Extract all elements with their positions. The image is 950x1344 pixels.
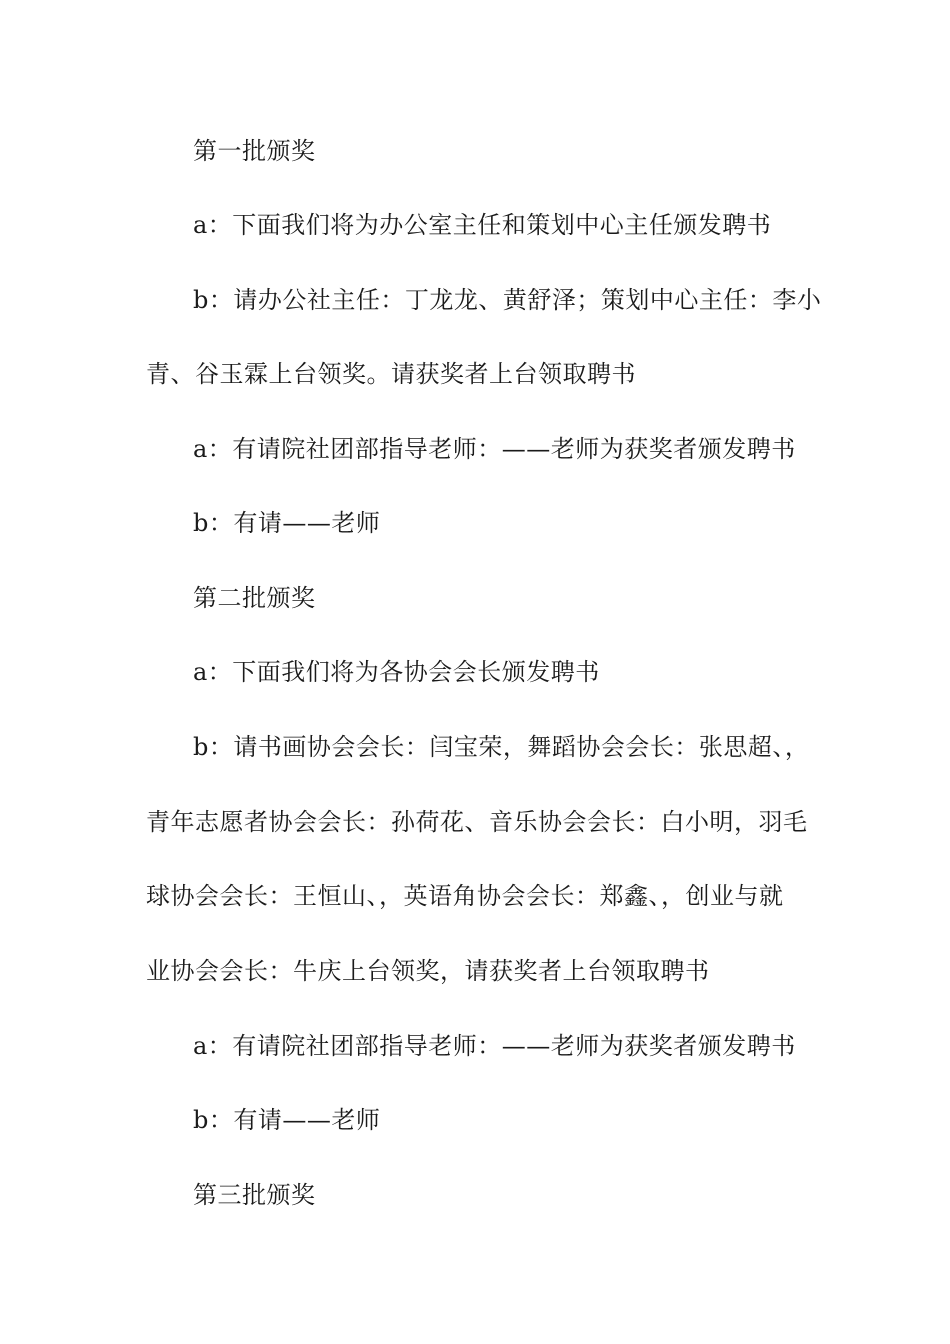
- section-heading-third-batch: 第三批颁奖: [193, 1181, 316, 1209]
- paragraph-line: a：有请院社团部指导老师：——老师为获奖者颁发聘书: [193, 435, 796, 463]
- paragraph-line: b：请办公社主任：丁龙龙、黄舒泽；策划中心主任：李小: [193, 286, 822, 314]
- paragraph-line: 青、谷玉霖上台领奖。请获奖者上台领取聘书: [146, 360, 636, 388]
- section-heading-first-batch: 第一批颁奖: [193, 137, 316, 165]
- paragraph-line: b：有请——老师: [193, 1106, 381, 1134]
- paragraph-line: a：有请院社团部指导老师：——老师为获奖者颁发聘书: [193, 1032, 796, 1060]
- paragraph-line: 业协会会长：牛庆上台领奖，请获奖者上台领取聘书: [146, 957, 710, 985]
- paragraph-line: 青年志愿者协会会长：孙荷花、音乐协会会长：白小明，羽毛: [146, 808, 808, 836]
- paragraph-line: a：下面我们将为各协会会长颁发聘书: [193, 658, 600, 686]
- paragraph-line: b：有请——老师: [193, 509, 381, 537]
- paragraph-line: b：请书画协会会长：闫宝荣，舞蹈协会会长：张思超、，: [193, 733, 810, 761]
- section-heading-second-batch: 第二批颁奖: [193, 584, 316, 612]
- paragraph-line: a：下面我们将为办公室主任和策划中心主任颁发聘书: [193, 211, 772, 239]
- paragraph-line: 球协会会长：王恒山、，英语角协会会长：郑鑫、，创业与就: [146, 882, 784, 910]
